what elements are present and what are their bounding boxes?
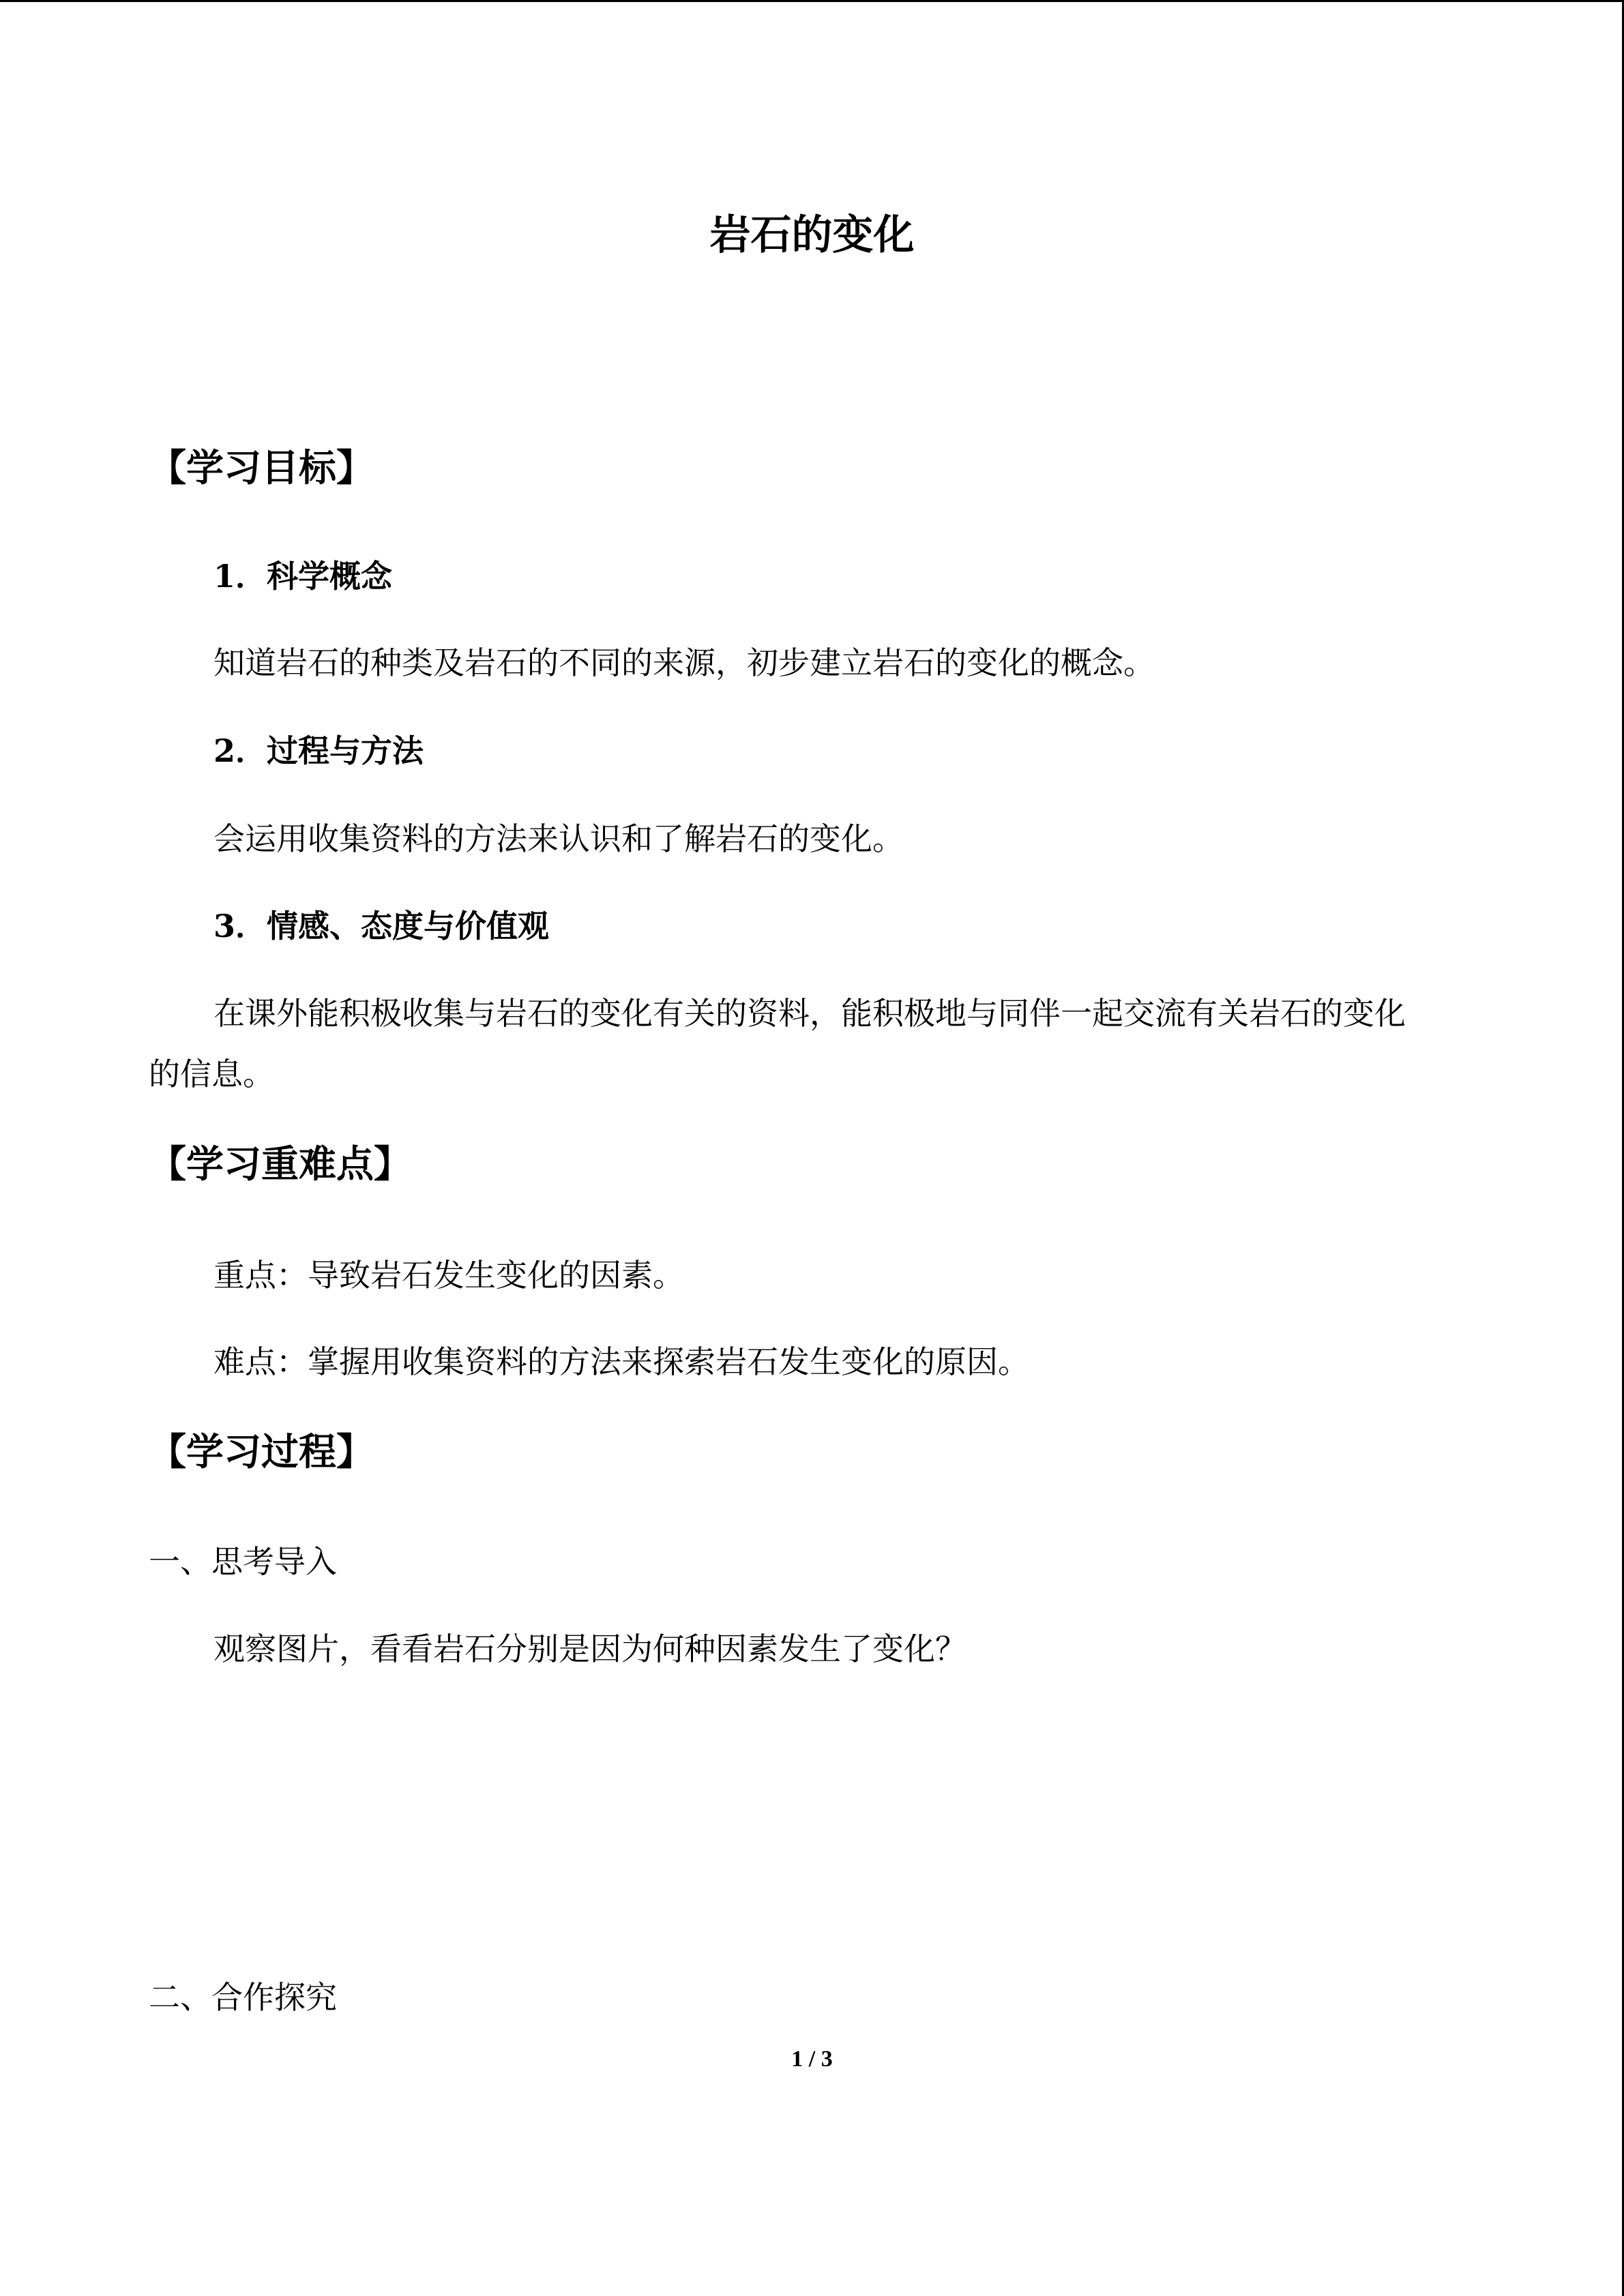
section-2-title: 二、合作探究 <box>149 1979 337 2016</box>
key-point-difficulty: 难点：掌握用收集资料的方法来探索岩石发生变化的原因。 <box>213 1343 1029 1380</box>
objectives-heading: 【学习目标】 <box>149 445 374 490</box>
key-point-focus: 重点：导致岩石发生变化的因素。 <box>213 1257 684 1294</box>
objective-1-subheading: 1．科学概念 <box>213 558 393 595</box>
page-indicator: 1 / 3 <box>791 2046 833 2072</box>
section-1-text: 观察图片，看看岩石分别是因为何种因素发生了变化？ <box>213 1630 966 1667</box>
objective-2-subheading: 2．过程与方法 <box>213 732 424 769</box>
objective-2-text: 会运用收集资料的方法来认识和了解岩石的变化。 <box>213 820 904 857</box>
objective-3-text-line2: 的信息。 <box>149 1056 274 1092</box>
objective-3-subheading: 3．情感、态度与价值观 <box>213 908 550 944</box>
section-1-title: 一、思考导入 <box>149 1543 337 1580</box>
objective-1-text: 知道岩石的种类及岩石的不同的来源，初步建立岩石的变化的概念。 <box>213 644 1155 681</box>
process-heading: 【学习过程】 <box>149 1429 374 1474</box>
objective-3-text-line1: 在课外能积极收集与岩石的变化有关的资料，能积极地与同伴一起交流有关岩石的变化 <box>213 995 1406 1032</box>
key-points-heading: 【学习重难点】 <box>149 1142 412 1186</box>
document-title: 岩石的变化 <box>709 211 915 259</box>
